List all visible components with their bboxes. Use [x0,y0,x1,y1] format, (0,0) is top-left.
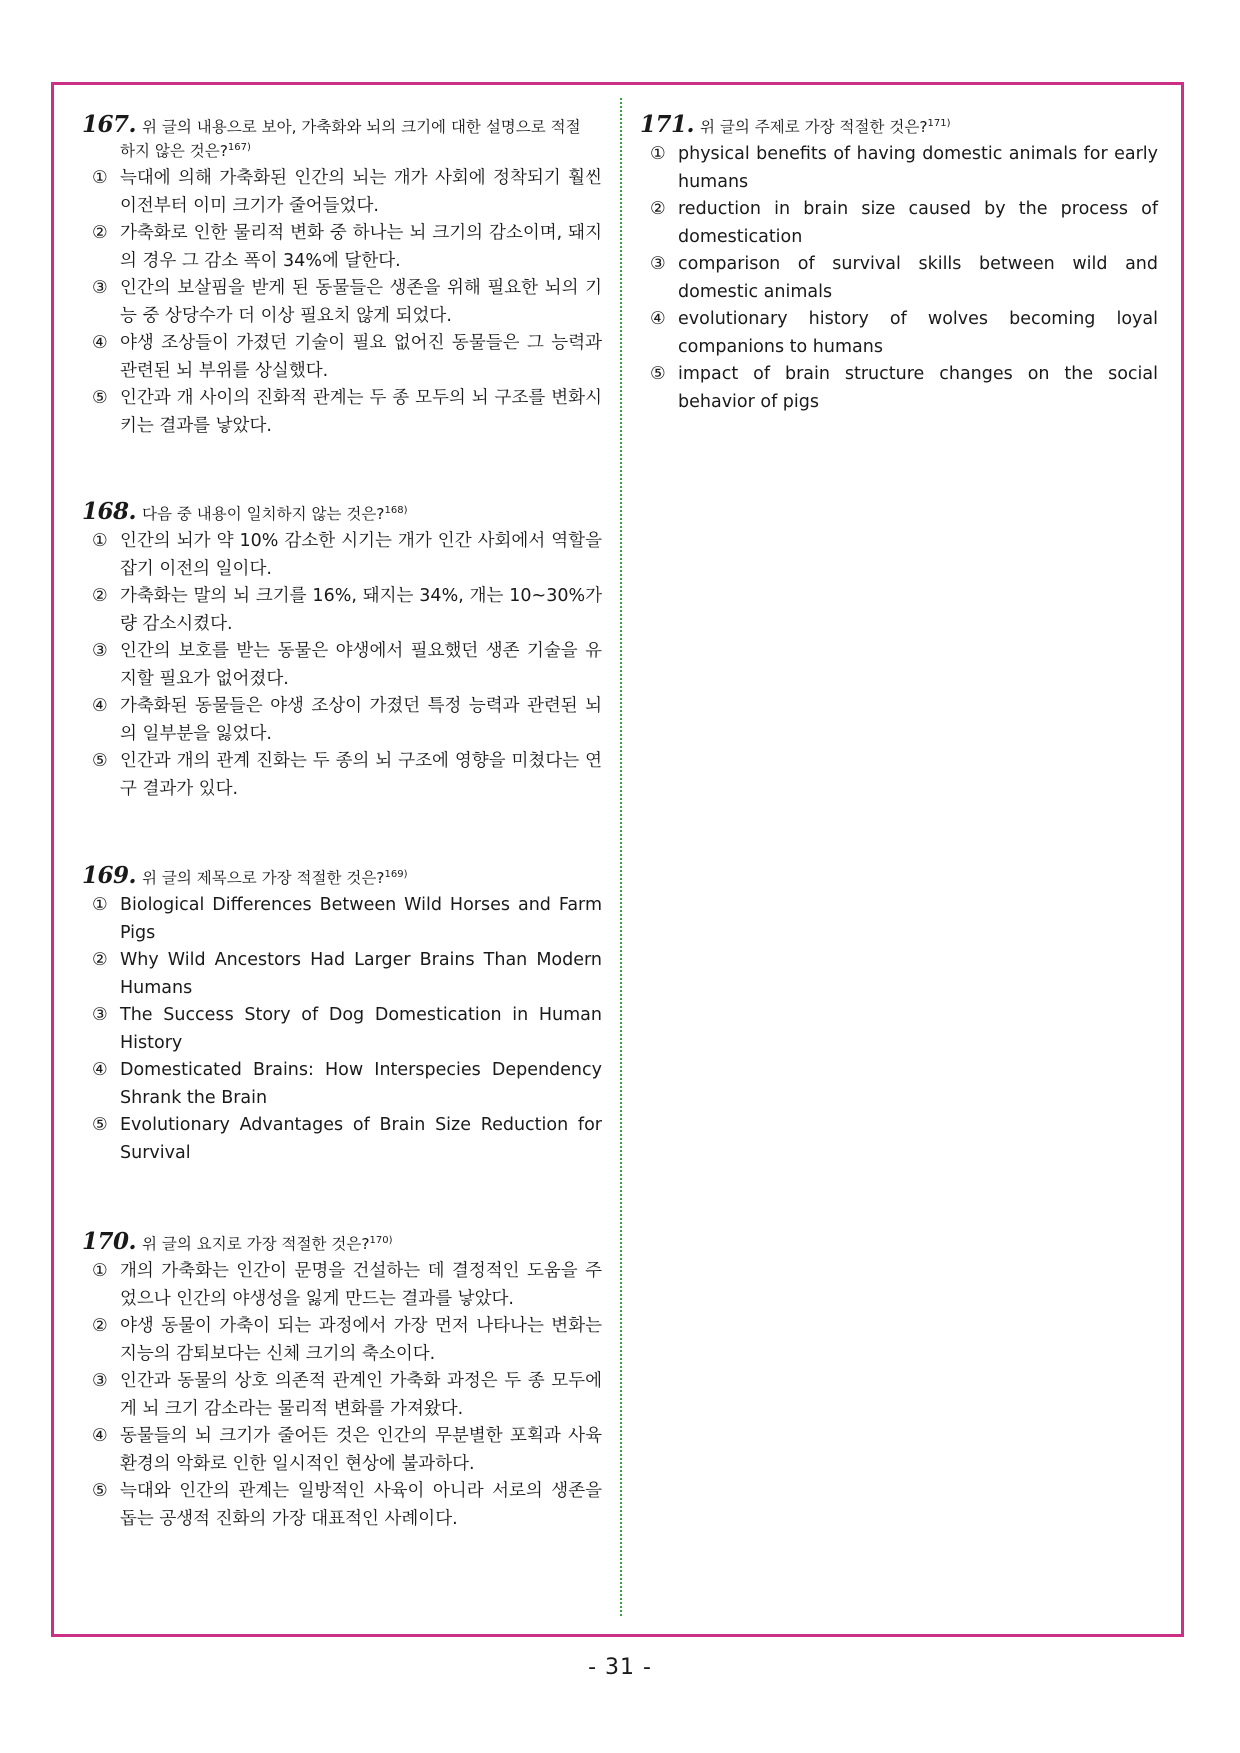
option-mark: ⑤ [92,751,108,771]
option-1[interactable] [82,1258,602,1313]
question-prompt [142,502,602,526]
option-mark: ④ [92,1060,108,1080]
option-text: 인간의 뇌가 약 10% 감소한 시기는 개가 인간 사회에서 역할을 잡기 이전의 일이다. [120,531,602,579]
option-list [640,141,1158,416]
question-169 [82,864,602,1167]
option-mark: ⑤ [92,1481,108,1501]
option-1[interactable] [82,528,602,583]
option-text: 동물들의 뇌 크기가 줄어든 것은 인간의 무분별한 포획과 사육 환경의 악화로 인한 일시적인 현상에 불과하다. [120,1426,602,1474]
option-mark: ① [92,168,108,188]
question-number: 167. [82,111,137,138]
option-5[interactable] [82,748,602,803]
question-prompt-continued [82,139,602,163]
option-text: comparison of survival skills between wild and domestic animals [678,254,1158,302]
option-mark: ① [650,144,666,164]
option-mark: ⑤ [650,364,666,384]
option-mark: ⑤ [92,388,108,408]
question-number: 169. [82,862,137,889]
option-text: 가축화된 동물들은 야생 조상이 가졌던 특정 능력과 관련된 뇌의 일부분을 잃었다. [120,696,602,744]
question-168 [82,500,602,803]
option-list [82,1258,602,1533]
question-prompt-text: 위 글의 요지로 가장 적절한 것은? [142,1235,370,1253]
option-text: 늑대에 의해 가축화된 인간의 뇌는 개가 사회에 정착되기 훨씬 이전부터 이미 크기가 줄어들었다. [120,168,602,216]
option-mark: ④ [650,309,666,329]
question-header [640,113,1158,139]
option-text: 인간과 동물의 상호 의존적 관계인 가축화 과정은 두 종 모두에게 뇌 크기 감소라는 물리적 변화를 가져왔다. [120,1371,602,1419]
option-mark: ② [650,199,666,219]
question-header [82,113,602,139]
option-1[interactable] [82,165,602,220]
option-2[interactable] [82,1313,602,1368]
question-prompt-line2: 하지 않은 것은? [120,142,228,160]
option-text: reduction in brain size caused by the process of domestication [678,199,1158,247]
option-3[interactable] [640,251,1158,306]
question-167 [82,113,602,440]
option-2[interactable] [82,220,602,275]
option-text: Evolutionary Advantages of Brain Size Reduction for Survival [120,1115,602,1163]
option-text: The Success Story of Dog Domestication in Human History [120,1005,602,1053]
question-number: 171. [640,111,695,138]
option-text: 야생 조상들이 가졌던 기술이 필요 없어진 동물들은 그 능력과 관련된 뇌 부위를 상실했다. [120,333,602,381]
option-4[interactable] [640,306,1158,361]
question-170 [82,1230,602,1533]
footnote-ref: 171) [927,117,951,129]
option-mark: ① [92,1261,108,1281]
page-number: - 31 - [588,1655,652,1680]
option-text: 인간의 보살핌을 받게 된 동물들은 생존을 위해 필요한 뇌의 기능 중 상당수가 더 이상 필요치 않게 되었다. [120,278,602,326]
option-text: 야생 동물이 가축이 되는 과정에서 가장 먼저 나타나는 변화는 지능의 감퇴보다는 신체 크기의 축소이다. [120,1316,602,1364]
option-mark: ① [92,531,108,551]
option-4[interactable] [82,1057,602,1112]
question-number: 170. [82,1228,137,1255]
footnote-ref: 167) [227,141,251,153]
option-text: 가축화는 말의 뇌 크기를 16%, 돼지는 34%, 개는 10~30%가량 감소시켰다. [120,586,602,634]
option-4[interactable] [82,1423,602,1478]
option-text: 개의 가축화는 인간이 문명을 건설하는 데 결정적인 도움을 주었으나 인간의 야생성을 잃게 만드는 결과를 낳았다. [120,1261,602,1309]
question-number: 168. [82,498,137,525]
option-mark: ③ [650,254,666,274]
option-1[interactable] [82,892,602,947]
question-prompt-text: 위 글의 주제로 가장 적절한 것은? [700,118,928,136]
option-1[interactable] [640,141,1158,196]
option-mark: ③ [92,641,108,661]
option-mark: ② [92,950,108,970]
option-mark: ③ [92,278,108,298]
option-mark: ④ [92,333,108,353]
question-171 [640,113,1158,416]
option-mark: ⑤ [92,1115,108,1135]
option-mark: ② [92,586,108,606]
option-text: 인간과 개의 관계 진화는 두 종의 뇌 구조에 영향을 미쳤다는 연구 결과가 있다. [120,751,602,799]
option-text: Why Wild Ancestors Had Larger Brains Than Modern Humans [120,950,602,998]
question-prompt [700,115,1158,139]
option-mark: ② [92,223,108,243]
option-5[interactable] [640,361,1158,416]
option-text: 가축화로 인한 물리적 변화 중 하나는 뇌 크기의 감소이며, 돼지의 경우 그 감소 폭이 34%에 달한다. [120,223,602,271]
option-mark: ④ [92,696,108,716]
option-2[interactable] [640,196,1158,251]
question-prompt: 위 글의 내용으로 보아, 가축화와 뇌의 크기에 대한 설명으로 적절 [142,118,581,136]
footnote-ref: 168) [384,504,408,516]
option-3[interactable] [82,275,602,330]
footnote-ref: 170) [369,1234,393,1246]
question-prompt [142,866,602,890]
option-text: evolutionary history of wolves becoming loyal companions to humans [678,309,1158,357]
option-3[interactable] [82,638,602,693]
option-mark: ③ [92,1371,108,1391]
question-header [82,1230,602,1256]
option-mark: ② [92,1316,108,1336]
option-list [82,892,602,1167]
footnote-ref: 169) [384,868,408,880]
option-2[interactable] [82,947,602,1002]
option-text: Biological Differences Between Wild Horses and Farm Pigs [120,895,602,943]
option-text: 늑대와 인간의 관계는 일방적인 사육이 아니라 서로의 생존을 돕는 공생적 진화의 가장 대표적인 사례이다. [120,1481,602,1529]
option-mark: ① [92,895,108,915]
option-5[interactable] [82,1478,602,1533]
question-prompt-text: 다음 중 내용이 일치하지 않는 것은? [142,505,385,523]
option-mark: ④ [92,1426,108,1446]
option-5[interactable] [82,1112,602,1167]
column-divider [620,98,622,1616]
option-list [82,165,602,440]
option-5[interactable] [82,385,602,440]
option-2[interactable] [82,583,602,638]
option-text: 인간의 보호를 받는 동물은 야생에서 필요했던 생존 기술을 유지할 필요가 없어졌다. [120,641,602,689]
option-4[interactable] [82,330,602,385]
question-prompt-text: 위 글의 제목으로 가장 적절한 것은? [142,869,385,887]
option-4[interactable] [82,693,602,748]
question-prompt [142,1232,602,1256]
option-text: impact of brain structure changes on the social behavior of pigs [678,364,1158,412]
question-header [82,864,602,890]
option-list [82,528,602,803]
option-mark: ③ [92,1005,108,1025]
option-text: 인간과 개 사이의 진화적 관계는 두 종 모두의 뇌 구조를 변화시키는 결과를 낳았다. [120,388,602,436]
option-text: physical benefits of having domestic animals for early humans [678,144,1158,192]
option-text: Domesticated Brains: How Interspecies Dependency Shrank the Brain [120,1060,602,1108]
option-3[interactable] [82,1002,602,1057]
option-3[interactable] [82,1368,602,1423]
question-header [82,500,602,526]
